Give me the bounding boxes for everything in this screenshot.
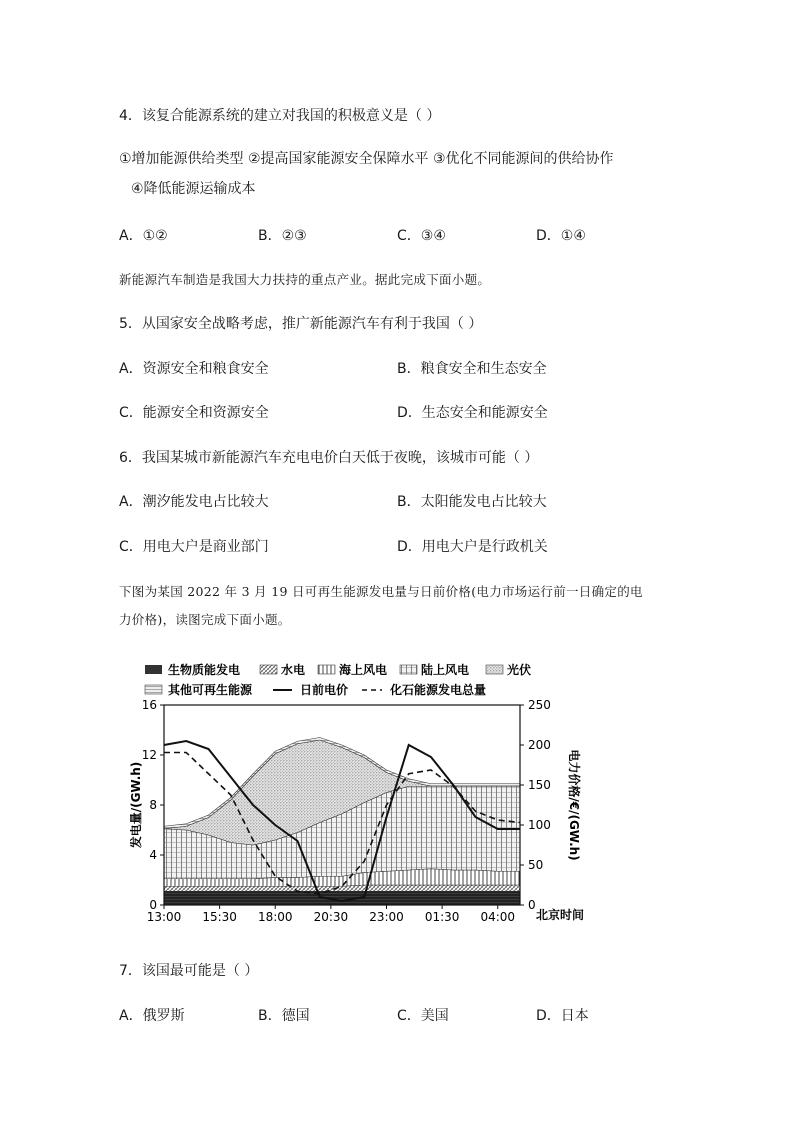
q4-option-a: A．①② xyxy=(119,228,168,244)
x-tick-label: 13:00 xyxy=(146,910,182,924)
y-right-tick-label: 250 xyxy=(528,698,551,712)
q5-option-d: D．生态安全和能源安全 xyxy=(397,405,548,421)
q6-option-a: A．潮汐能发电占比较大 xyxy=(119,494,269,510)
q4-option-c: C．③④ xyxy=(397,228,446,244)
energy-chart-svg xyxy=(130,655,600,930)
y-right-tick-label: 0 xyxy=(528,898,536,912)
q5-stem: 5．从国家安全战略考虑，推广新能源汽车有利于我国（ ） xyxy=(119,316,483,332)
q4-statements-line2: ④降低能源运输成本 xyxy=(131,181,256,197)
q7-option-d: D．日本 xyxy=(536,1008,589,1024)
x-axis-title: 北京时间 xyxy=(536,908,585,922)
q4-option-b: B．②③ xyxy=(258,228,307,244)
q5-option-a: A．资源安全和粮食安全 xyxy=(119,361,269,377)
x-tick-label: 01:30 xyxy=(424,910,460,924)
q4-option-d: D．①④ xyxy=(536,228,586,244)
x-tick-label: 18:00 xyxy=(257,910,293,924)
intro-text-2-line1: 下图为某国 2022 年 3 月 19 日可再生能源发电量与日前价格(电力市场运行前一日确定的电 xyxy=(119,584,643,599)
x-tick-label: 20:30 xyxy=(313,910,349,924)
y-axis-left-title: 发电量/(GW.h) xyxy=(130,761,143,849)
legend-swatch-solar xyxy=(486,665,503,674)
q4-statements-line1: ①增加能源供给类型 ②提高国家能源安全保障水平 ③优化不同能源间的供给协作 xyxy=(119,151,614,167)
legend-swatch-hydro xyxy=(260,665,277,674)
q6-option-b: B．太阳能发电占比较大 xyxy=(397,494,547,510)
energy-chart xyxy=(130,655,600,930)
legend-label-price: 日前电价 xyxy=(300,683,349,697)
q4-stem: 4．该复合能源系统的建立对我国的积极意义是（ ） xyxy=(119,108,441,124)
q6-option-d: D．用电大户是行政机关 xyxy=(397,539,548,555)
y-left-tick-label: 12 xyxy=(141,748,157,762)
legend-swatch-other xyxy=(145,685,162,694)
legend xyxy=(145,662,531,697)
q7-option-b: B．德国 xyxy=(258,1008,310,1024)
q7-stem: 7．该国最可能是（ ） xyxy=(119,963,259,979)
legend-swatch-biomass xyxy=(145,665,162,674)
y-right-tick-label: 50 xyxy=(528,858,544,872)
area-biomass xyxy=(164,891,520,905)
x-tick-label: 23:00 xyxy=(369,910,404,924)
legend-label-hydro: 水电 xyxy=(281,663,306,677)
q7-option-a: A．俄罗斯 xyxy=(119,1008,185,1024)
legend-swatch-onshore xyxy=(400,665,417,674)
intro-text-2-line2: 力价格)，读图完成下面小题。 xyxy=(119,612,291,627)
legend-label-onshore: 陆上风电 xyxy=(421,663,470,677)
q7-option-c: C．美国 xyxy=(397,1008,449,1024)
legend-label-fossil: 化石能源发电总量 xyxy=(390,683,487,697)
q6-option-c: C．用电大户是商业部门 xyxy=(119,539,269,555)
y-left-tick-label: 8 xyxy=(149,798,157,812)
legend-label-other: 其他可再生能源 xyxy=(168,683,253,697)
x-tick-label: 15:30 xyxy=(202,910,237,924)
q5-option-b: B．粮食安全和生态安全 xyxy=(397,361,547,377)
legend-label-offshore: 海上风电 xyxy=(339,663,388,677)
legend-label-solar: 光伏 xyxy=(507,663,532,677)
legend-swatch-offshore xyxy=(318,665,335,674)
y-left-tick-label: 0 xyxy=(149,898,157,912)
q6-stem: 6．我国某城市新能源汽车充电电价白天低于夜晚，该城市可能（ ） xyxy=(119,450,539,466)
y-left-tick-label: 16 xyxy=(141,698,157,712)
y-axis-right-title: 电力价格/€/(GW.h) xyxy=(567,749,581,861)
plot-area xyxy=(142,698,551,924)
y-right-tick-label: 200 xyxy=(528,738,551,752)
x-tick-label: 04:00 xyxy=(480,910,516,924)
y-left-tick-label: 4 xyxy=(149,848,157,862)
y-right-tick-label: 150 xyxy=(528,778,551,792)
legend-label-biomass: 生物质能发电 xyxy=(168,663,241,677)
y-right-tick-label: 100 xyxy=(528,818,551,832)
q5-option-c: C．能源安全和资源安全 xyxy=(119,405,269,421)
intro-text-1: 新能源汽车制造是我国大力扶持的重点产业。据此完成下面小题。 xyxy=(119,272,491,287)
